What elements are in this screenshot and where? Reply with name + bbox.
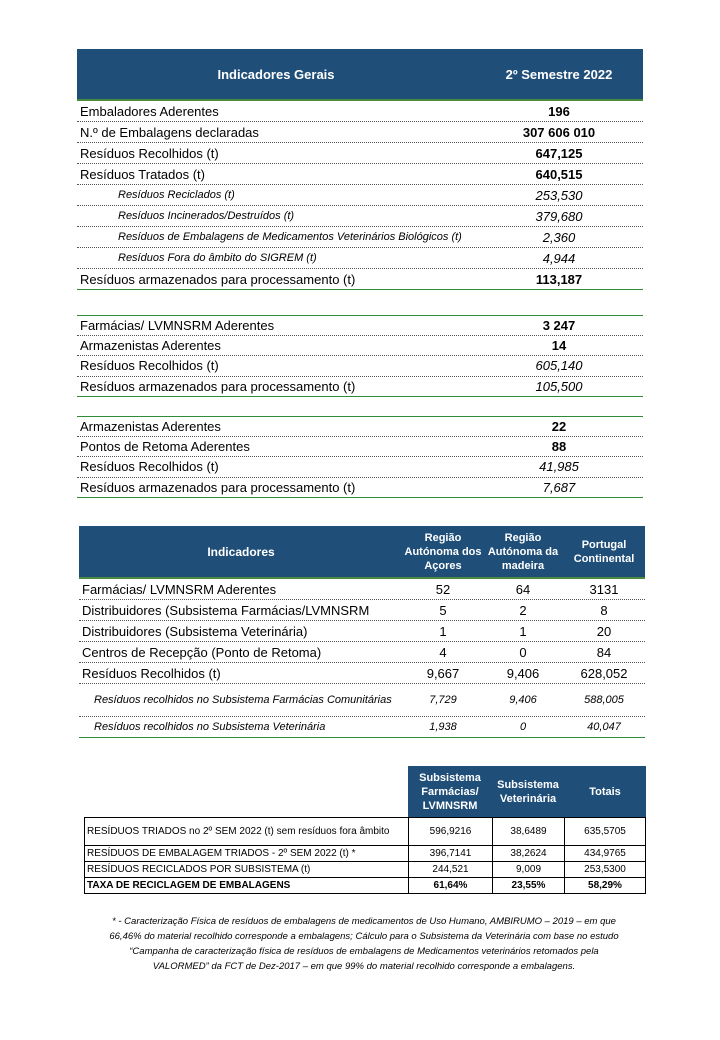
table-row: Resíduos Recolhidos (t) 647,125 xyxy=(77,143,643,164)
table-row: Distribuidores (Subsistema Farmácias/LVMNSRM 5 2 8 xyxy=(79,600,645,621)
table-row: Resíduos de Embalagens de Medicamentos Veterinários Biológicos (t) 2,360 xyxy=(77,227,643,248)
table-row: N.º de Embalagens declaradas 307 606 010 xyxy=(77,122,643,143)
header-mainland: Portugal Continental xyxy=(573,538,635,565)
header-madeira: Região Autónoma da madeira xyxy=(487,531,559,572)
table-header xyxy=(79,526,645,579)
table-row: Resíduos Recolhidos (t) 605,140 xyxy=(77,356,643,377)
table-row: TAXA DE RECICLAGEM DE EMBALAGENS 61,64% 23,55% 58,29% xyxy=(84,878,646,894)
table-row: Resíduos Tratados (t) 640,515 xyxy=(77,164,643,185)
header-semester: 2º Semestre 2022 xyxy=(505,66,613,82)
table-row: Resíduos recolhidos no Subsistema Veterinária 1,938 0 40,047 xyxy=(79,717,645,738)
header-pharmacy-subsystem: Subsistema Farmácias/ LVMNSRM xyxy=(408,766,492,817)
table-row: Resíduos armazenados para processamento (t) 7,687 xyxy=(77,478,643,499)
header-azores: Região Autónoma dos Açores xyxy=(404,531,482,572)
header-indicators: Indicadores xyxy=(207,544,275,559)
table-row: Resíduos recolhidos no Subsistema Farmácias Comunitárias 7,729 9,406 588,005 xyxy=(79,684,645,717)
general-indicators-table xyxy=(77,49,643,290)
header-veterinary-subsystem: Subsistema Veterinária xyxy=(492,766,564,817)
table-row: Armazenistas Aderentes 14 xyxy=(77,336,643,357)
table-row: Centros de Recepção (Ponto de Retoma) 4 0 84 xyxy=(79,642,645,663)
table-row: Resíduos Fora do âmbito do SIGREM (t) 4,944 xyxy=(77,248,643,269)
veterinary-subsystem-table xyxy=(77,416,643,498)
table-row: Distribuidores (Subsistema Veterinária) 1 1 20 xyxy=(79,621,645,642)
pharmacy-subsystem-table xyxy=(77,315,643,397)
table-row: Farmácias/ LVMNSRM Aderentes 3 247 xyxy=(77,315,643,336)
table-row: RESÍDUOS TRIADOS no 2º SEM 2022 (t) sem resíduos fora âmbito 596,9216 38,6489 635,5705 xyxy=(84,817,646,846)
table-header xyxy=(84,766,646,817)
table-row: Armazenistas Aderentes 22 xyxy=(77,416,643,437)
table-row: Embaladores Aderentes 196 xyxy=(77,101,643,122)
table-row: Resíduos armazenados para processamento (t) 113,187 xyxy=(77,269,643,290)
header-totals: Totais xyxy=(564,766,646,817)
table-row: Resíduos Incinerados/Destruídos (t) 379,680 xyxy=(77,206,643,227)
regional-indicators-table xyxy=(79,526,645,738)
table-row: Farmácias/ LVMNSRM Aderentes 52 64 3131 xyxy=(79,579,645,600)
table-row: Pontos de Retoma Aderentes 88 xyxy=(77,437,643,458)
table-row: Resíduos Recolhidos (t) 9,667 9,406 628,052 xyxy=(79,663,645,684)
table-row: RESÍDUOS DE EMBALAGEM TRIADOS - 2º SEM 2022 (t) * 396,7141 38,2624 434,9765 xyxy=(84,846,646,862)
table-row: Resíduos Recolhidos (t) 41,985 xyxy=(77,457,643,478)
header-indicators: Indicadores Gerais xyxy=(217,66,335,82)
table-row: RESÍDUOS RECICLADOS POR SUBSISTEMA (t) 244,521 9,009 253,5300 xyxy=(84,862,646,878)
table-row: Resíduos Reciclados (t) 253,530 xyxy=(77,185,643,206)
table-header xyxy=(77,49,643,101)
recycling-rate-table xyxy=(84,766,646,894)
table-row: Resíduos armazenados para processamento (t) 105,500 xyxy=(77,377,643,398)
footnote: * - Caracterização Física de resíduos de embalagens de medicamentos de Uso Humano, AMBIRUMO – 2019 – em que 66,46% do material recolhido corresponde a embalagens; Cálculo para o Subsistema da Veterinária com base no estudo “Campanha de caracterização física de resíduos de embalagens de Medicamentos veterinários retomados pela VALORMED” da FCT de Dez-2017 – em que 99% do material recolhido corresponde a embalagens. xyxy=(109,916,619,972)
